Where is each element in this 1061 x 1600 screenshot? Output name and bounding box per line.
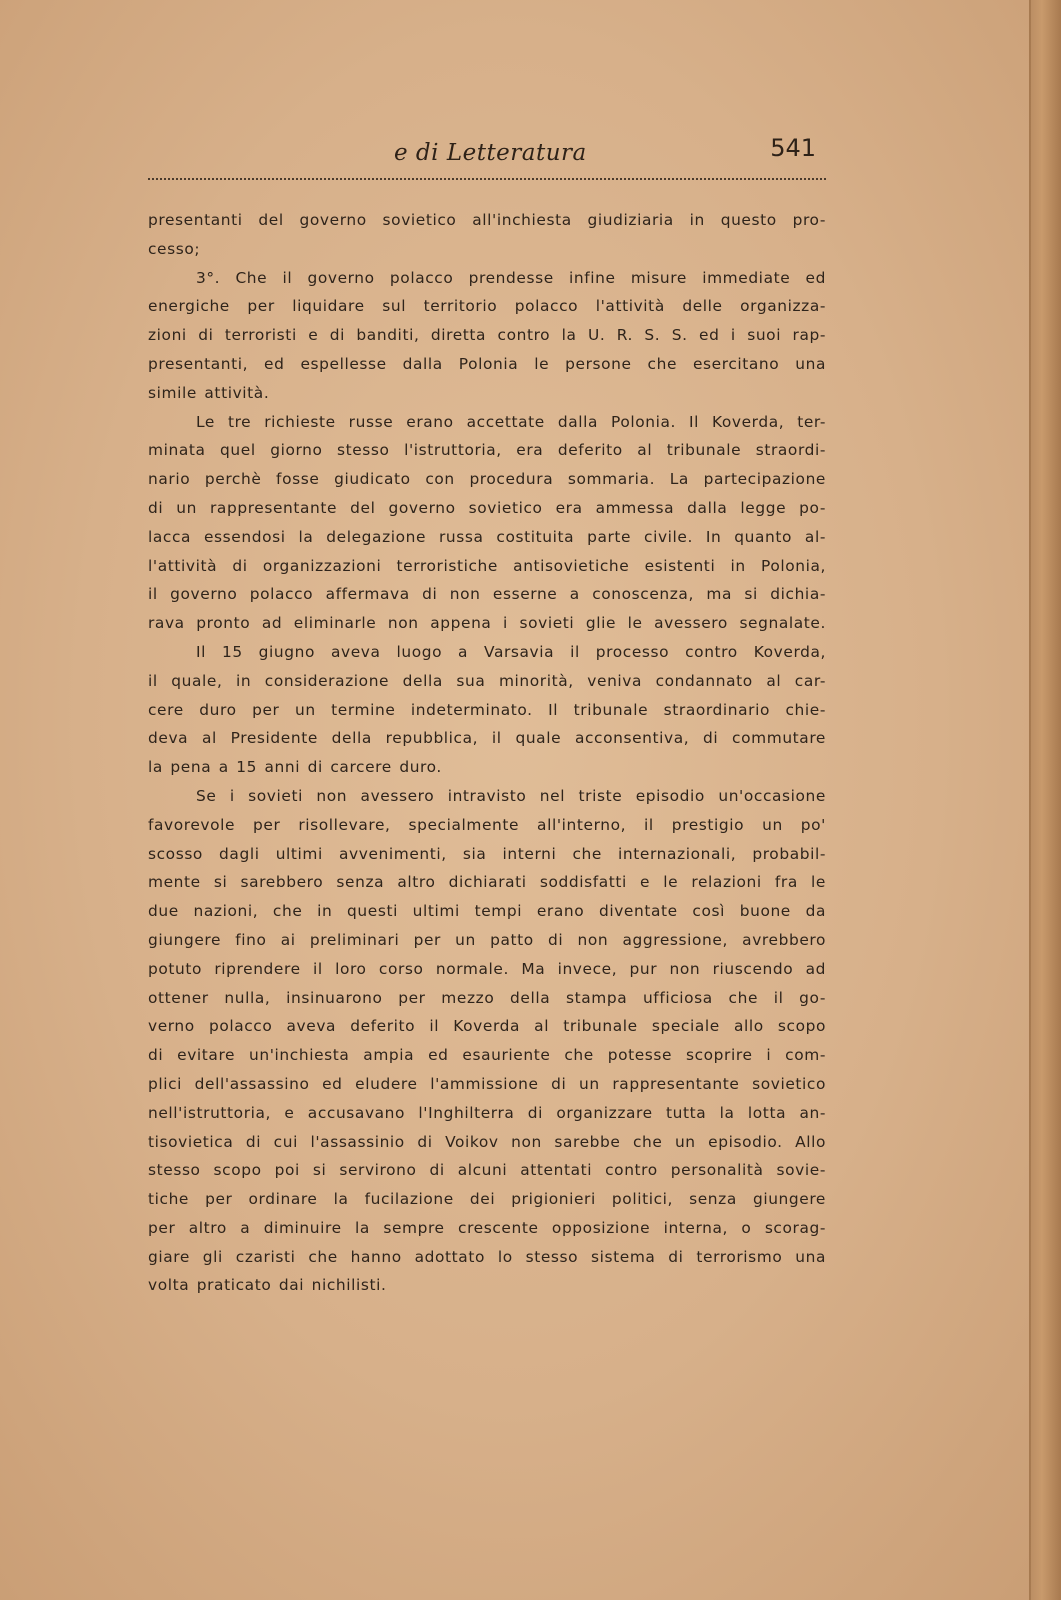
text-line: stesso scopo poi si servirono di alcuni attentati contro personalità sovie- [148, 1161, 826, 1180]
text-line: l'attività di organizzazioni terroristiche antisovietiche esistenti in Polonia, [148, 556, 826, 575]
text-line: di un rappresentante del governo sovietico era ammessa dalla legge po- [148, 498, 826, 517]
running-title: e di Letteratura [394, 140, 587, 166]
text-line: cere duro per un termine indeterminato. Il tribunale straordinario chie- [148, 700, 826, 719]
text-line: Il 15 giugno aveva luogo a Varsavia il processo contro Koverda, [196, 642, 826, 661]
text-line: 3°. Che il governo polacco prendesse infine misure immediate ed [196, 268, 826, 287]
page-edge-shadow [1029, 0, 1031, 1600]
text-line: favorevole per risollevare, specialmente all'interno, il prestigio un po' [148, 815, 826, 834]
text-line: due nazioni, che in questi ultimi tempi erano diventate così buone da [148, 902, 826, 921]
text-line: simile attività. [148, 383, 270, 402]
page-edge [1029, 0, 1061, 1600]
header-rule [148, 178, 826, 180]
text-line: di evitare un'inchiesta ampia ed esauriente che potesse scoprire i com- [148, 1046, 826, 1065]
page-header [148, 132, 826, 180]
text-line: il quale, in considerazione della sua minorità, veniva condannato al car- [148, 671, 826, 690]
text-line: nell'istruttoria, e accusavano l'Inghilterra di organizzare tutta la lotta an- [148, 1103, 826, 1122]
page-number: 541 [770, 134, 816, 162]
text-line: deva al Presidente della repubblica, il quale acconsentiva, di commutare [148, 729, 826, 748]
text-line: Le tre richieste russe erano accettate dalla Polonia. Il Koverda, ter- [196, 412, 826, 431]
text-line: plici dell'assassino ed eludere l'ammissione di un rappresentante sovietico [148, 1074, 826, 1093]
text-line: per altro a diminuire la sempre crescente opposizione interna, o scorag- [148, 1218, 826, 1237]
text-line: tisovietica di cui l'assassinio di Voikov non sarebbe che un episodio. Allo [148, 1132, 826, 1151]
text-line: nario perchè fosse giudicato con procedura sommaria. La partecipazione [148, 470, 826, 489]
body-text [148, 206, 826, 1300]
text-line: potuto riprendere il loro corso normale. Ma invece, pur non riuscendo ad [148, 959, 826, 978]
text-line: rava pronto ad eliminarle non appena i sovieti glie le avessero segnalate. [148, 614, 826, 633]
text-line: energiche per liquidare sul territorio polacco l'attività delle organizza- [148, 297, 826, 316]
text-line: verno polacco aveva deferito il Koverda al tribunale speciale allo scopo [148, 1017, 826, 1036]
text-line: presentanti del governo sovietico all'inchiesta giudiziaria in questo pro- [148, 211, 826, 229]
text-line: mente si sarebbero senza altro dichiarati soddisfatti e le relazioni fra le [148, 873, 826, 892]
text-line: volta praticato dai nichilisti. [148, 1276, 387, 1295]
text-line: cesso; [148, 239, 201, 258]
text-line: ottener nulla, insinuarono per mezzo della stampa ufficiosa che il go- [148, 988, 826, 1007]
text-line: Se i sovieti non avessero intravisto nel triste episodio un'occasione [196, 786, 826, 805]
text-line: la pena a 15 anni di carcere duro. [148, 758, 442, 777]
text-line: giungere fino ai preliminari per un patto di non aggressione, avrebbero [148, 930, 826, 949]
text-line: il governo polacco affermava di non esserne a conoscenza, ma si dichia- [148, 585, 826, 604]
text-line: zioni di terroristi e di banditi, diretta contro la U. R. S. S. ed i suoi rap- [148, 326, 826, 345]
text-line: lacca essendosi la delegazione russa costituita parte civile. In quanto al- [148, 527, 826, 546]
text-line: minata quel giorno stesso l'istruttoria, era deferito al tribunale straordi- [148, 441, 826, 460]
text-line: tiche per ordinare la fucilazione dei prigionieri politici, senza giungere [148, 1190, 826, 1209]
text-line: scosso dagli ultimi avvenimenti, sia interni che internazionali, probabil- [148, 844, 826, 863]
text-line: giare gli czaristi che hanno adottato lo stesso sistema di terrorismo una [148, 1247, 826, 1266]
text-line: presentanti, ed espellesse dalla Polonia le persone che esercitano una [148, 354, 826, 373]
